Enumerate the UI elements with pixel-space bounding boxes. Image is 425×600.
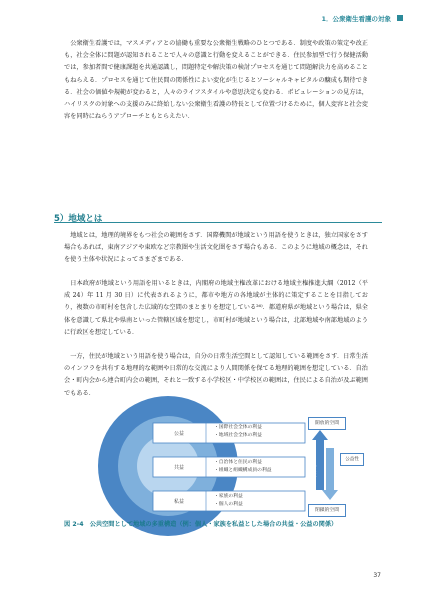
paragraph-1: 地域とは，地理的境界をもつ社会の範囲をさす．国際機関が地域という用語を使うときは，独立国家をさす場合もあれば，東南アジアや東欧など宗教圏や生活文化圏をさす場合もある．このように地域の概念は，それを使う主体や状況によってさまざまである． (64, 232, 368, 264)
level-label-public: 公益 (174, 431, 185, 437)
open-space-label: 開放的空間 (308, 417, 346, 430)
paragraph-3: 一方，住民が地域という用語を使う場合は，自分の日常生活空間として認知している範囲をさす．日常生活のインフラを共有する地理的な範囲や日常的な交流により人間関係を保てる地理的範囲を想定している．自治会・町内会から連合町内会の範囲，それと一致する小学校区・中学校区の範囲は，住民による自治が及ぶ範囲でもある． (64, 353, 368, 397)
level-label-private: 私益 (174, 499, 185, 505)
page-number: 37 (373, 572, 381, 579)
public-item-2: ・地域社会全体の利益 (214, 433, 262, 438)
publicness-label: 公益性 (340, 453, 364, 466)
up-arrow-icon (312, 430, 328, 490)
down-arrow-icon (322, 448, 338, 500)
level-label-common: 共益 (174, 465, 185, 471)
closed-space-label: 閉鎖的空間 (308, 504, 346, 517)
figure-caption: 図 2-4 公共空間として地域の多重構造（例：個人・家族を私益とした場合の共益・公益の関係） (64, 521, 338, 528)
paragraph-2: 日本政府が地域という用語を用いるときは，内閣府の地域主権改革における地域主権推進大綱（2012（平成 24）年 11 月 30 日）に代表されるように，都市や地方の各地域が主体的に策定することを目指しており，複数の市町村を包含した広域的な空間のまとまりを想定している²⁶⁾．都道府県が地域という場合は，県全体を意識して県北や県南といった管轄区域を想定し，市町村が地域という場合は，北部地域や南部地域のように行政区を想定している． (64, 280, 368, 336)
intro-paragraph: 公衆衛生看護では，マスメディアとの協働も重要な公衆衛生戦略のひとつである．制度や政策の策定や改正も，社会全体に問題が認知されることで人々の意識と行動を変えることができる．住民参加型で行う保健活動では，参加者間で健康課題を共通認識し，問題特定や解決策の検討プロセスを通じて問題解決力を高めることもねらえる．プロセスを通じて住民間の関係性によい変化が生じるとソーシャルキャピタルの醸成も期待できる．社会の価値や規範が変わると，人々のライフスタイルや意思決定も変わる．ポピュレーションの見方は，ハイリスクの対象への支援のみに終始しない公衆衛生看護の特長として位置づけるために，個人変容と社会変容を同時にねらうアプローチともとらえたい． (64, 40, 368, 121)
private-item-2: ・個人の利益 (214, 502, 243, 507)
section-heading-text: 5）地域とは (54, 214, 103, 224)
common-item-1: ・自治体と住民の利益 (214, 460, 262, 465)
running-head: 1．公衆衛生看護の対象 (321, 15, 391, 23)
private-item-1: ・家族の利益 (214, 494, 243, 499)
common-item-2: ・組織と組織構成員の利益 (214, 468, 272, 473)
private-benefit-label: 私益性 (312, 463, 317, 478)
public-item-1: ・国際社会全体の利益 (214, 425, 262, 430)
